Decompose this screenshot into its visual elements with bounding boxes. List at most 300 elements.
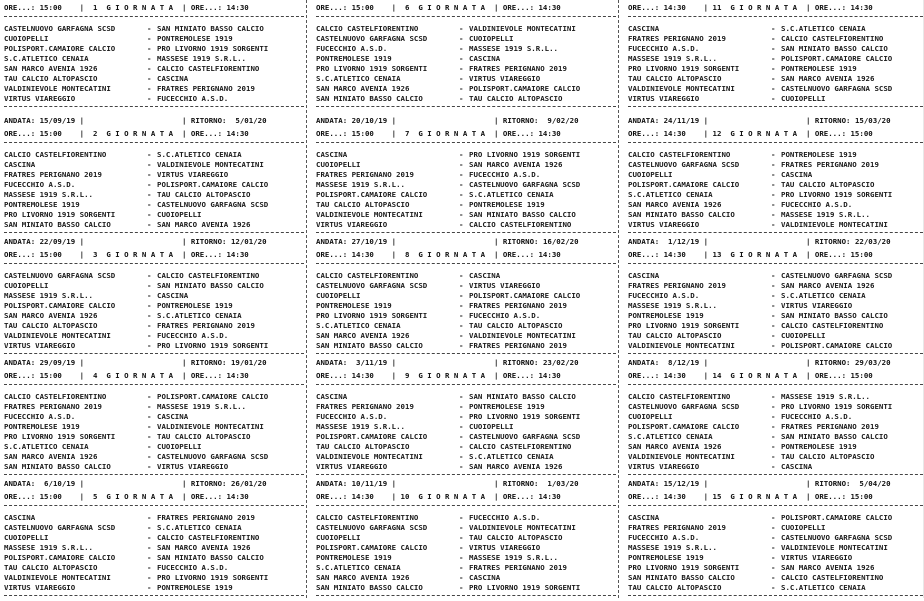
away-team: VIRTUS VIAREGGIO — [781, 301, 853, 310]
match-dash: - — [147, 523, 152, 532]
match-dash: - — [459, 543, 464, 552]
away-team: VIRTUS VIAREGGIO — [157, 462, 229, 471]
header-rule — [316, 16, 616, 17]
away-team: POLISPORT.CAMAIORE CALCIO — [781, 513, 893, 522]
home-team: CUOIOPELLI — [4, 34, 49, 43]
round-header: ORE...: 15:00 | 6 G I O R N A T A | ORE...: 14:30 — [316, 3, 561, 12]
away-team: S.C.ATLETICO CENAIA — [157, 523, 242, 532]
match-dash: - — [147, 64, 152, 73]
column-divider — [618, 0, 619, 598]
match-dash: - — [147, 44, 152, 53]
home-team: S.C.ATLETICO CENAIA — [316, 563, 401, 572]
home-team: PRO LIVORNO 1919 SORGENTI — [628, 64, 740, 73]
home-team: SAN MINIATO BASSO CALCIO — [4, 462, 111, 471]
match-dash: - — [459, 563, 464, 572]
home-team: PRO LIVORNO 1919 SORGENTI — [628, 321, 740, 330]
away-team: POLISPORT.CAMAIORE CALCIO — [157, 392, 269, 401]
match-dash: - — [771, 271, 776, 280]
header-rule — [4, 263, 304, 264]
away-team: MASSESE 1919 S.R.L.. — [157, 54, 246, 63]
match-dash: - — [147, 190, 152, 199]
away-team: VALDINIEVOLE MONTECATINI — [781, 220, 888, 229]
match-dash: - — [459, 74, 464, 83]
away-team: PONTREMOLESE 1919 — [157, 34, 233, 43]
round-header: ORE...: 14:30 | 15 G I O R N A T A | ORE...: 15:00 — [628, 492, 873, 501]
away-team: TAU CALCIO ALTOPASCIO — [781, 180, 875, 189]
home-team: PONTREMOLESE 1919 — [4, 200, 80, 209]
round-footer-rule — [316, 353, 616, 354]
home-team: FRATRES PERIGNANO 2019 — [4, 170, 102, 179]
home-team: VIRTUS VIAREGGIO — [628, 220, 700, 229]
match-dash: - — [771, 311, 776, 320]
away-team: POLISPORT.CAMAIORE CALCIO — [469, 84, 581, 93]
away-team: SAN MARCO AVENIA 1926 — [157, 220, 251, 229]
home-team: MASSESE 1919 S.R.L.. — [316, 180, 405, 189]
away-team: MASSESE 1919 S.R.L.. — [469, 553, 558, 562]
ritorno-date: | RITORNO: 26/01/20 — [182, 479, 267, 488]
home-team: VALDINIEVOLE MONTECATINI — [316, 210, 423, 219]
away-team: S.C.ATLETICO CENAIA — [157, 311, 242, 320]
match-dash: - — [771, 563, 776, 572]
home-team: PRO LIVORNO 1919 SORGENTI — [4, 432, 116, 441]
match-dash: - — [771, 462, 776, 471]
match-dash: - — [147, 54, 152, 63]
away-team: VALDINIEVOLE MONTECATINI — [469, 24, 576, 33]
round-header: ORE...: 14:30 | 11 G I O R N A T A | ORE...: 14:30 — [628, 3, 873, 12]
round-block — [4, 237, 304, 359]
away-team: FRATRES PERIGNANO 2019 — [469, 563, 567, 572]
home-team: S.C.ATLETICO CENAIA — [628, 432, 713, 441]
match-dash: - — [771, 422, 776, 431]
round-header: ORE...: 14:30 | 10 G I O R N A T A | ORE...: 14:30 — [316, 492, 561, 501]
round-header: ORE...: 14:30 | 9 G I O R N A T A | ORE...: 14:30 — [316, 371, 561, 380]
match-dash: - — [459, 442, 464, 451]
match-dash: - — [147, 271, 152, 280]
away-team: S.C.ATLETICO CENAIA — [781, 24, 866, 33]
home-team: VALDINIEVOLE MONTECATINI — [628, 452, 735, 461]
round-header: ORE...: 14:30 | 8 G I O R N A T A | ORE...: 14:30 — [316, 250, 561, 259]
header-rule — [4, 384, 304, 385]
away-team: CASCINA — [781, 462, 813, 471]
match-dash: - — [459, 422, 464, 431]
match-dash: - — [771, 321, 776, 330]
away-team: CASTELNUOVO GARFAGNA SCSD — [157, 200, 269, 209]
ritorno-date: | RITORNO: 9/02/20 — [494, 116, 579, 125]
match-dash: - — [459, 150, 464, 159]
round-block — [316, 116, 616, 238]
round-header: ORE...: 15:00 | 4 G I O R N A T A | ORE...: 14:30 — [4, 371, 249, 380]
header-rule — [316, 263, 616, 264]
match-dash: - — [459, 583, 464, 592]
match-dash: - — [147, 281, 152, 290]
away-team: SAN MINIATO BASSO CALCIO — [157, 553, 264, 562]
ritorno-date: | RITORNO: 5/04/20 — [806, 479, 891, 488]
match-dash: - — [459, 190, 464, 199]
home-team: FUCECCHIO A.S.D. — [316, 412, 388, 421]
column-divider — [306, 0, 307, 598]
header-rule — [628, 263, 924, 264]
home-team: PRO LIVORNO 1919 SORGENTI — [316, 64, 428, 73]
home-team: CALCIO CASTELFIORENTINO — [316, 271, 419, 280]
round-footer-rule — [628, 474, 924, 475]
home-team: VALDINIEVOLE MONTECATINI — [4, 573, 111, 582]
home-team: POLISPORT.CAMAIORE CALCIO — [4, 301, 116, 310]
away-team: MASSESE 1919 S.R.L.. — [157, 402, 246, 411]
match-dash: - — [459, 392, 464, 401]
match-dash: - — [771, 392, 776, 401]
match-dash: - — [459, 301, 464, 310]
away-team: FUCECCHIO A.S.D. — [157, 563, 229, 572]
home-team: PONTREMOLESE 1919 — [316, 301, 392, 310]
home-team: CASTELNUOVO GARFAGNA SCSD — [316, 34, 428, 43]
andata-date: ANDATA: 8/12/19 | — [628, 358, 709, 367]
round-header: ORE...: 15:00 | 3 G I O R N A T A | ORE...: 14:30 — [4, 250, 249, 259]
round-block — [628, 237, 924, 359]
home-team: PONTREMOLESE 1919 — [316, 553, 392, 562]
home-team: CASTELNUOVO GARFAGNA SCSD — [4, 271, 116, 280]
away-team: VIRTUS VIAREGGIO — [469, 281, 541, 290]
round-header: ORE...: 14:30 | 14 G I O R N A T A | ORE...: 15:00 — [628, 371, 873, 380]
round-header: ORE...: 15:00 | 2 G I O R N A T A | ORE...: 14:30 — [4, 129, 249, 138]
home-team: FUCECCHIO A.S.D. — [4, 412, 76, 421]
match-dash: - — [771, 432, 776, 441]
match-dash: - — [147, 402, 152, 411]
away-team: TAU CALCIO ALTOPASCIO — [469, 94, 563, 103]
andata-date: ANDATA: 29/09/19 | — [4, 358, 85, 367]
away-team: MASSESE 1919 S.R.L.. — [781, 392, 870, 401]
match-dash: - — [459, 412, 464, 421]
away-team: PRO LIVORNO 1919 SORGENTI — [157, 44, 269, 53]
match-dash: - — [147, 543, 152, 552]
home-team: CUOIOPELLI — [316, 160, 361, 169]
ritorno-date: | RITORNO: 29/03/20 — [806, 358, 891, 367]
match-dash: - — [771, 523, 776, 532]
home-team: POLISPORT.CAMAIORE CALCIO — [4, 44, 116, 53]
round-footer-rule — [316, 232, 616, 233]
away-team: CUOIOPELLI — [469, 422, 514, 431]
header-rule — [628, 142, 924, 143]
away-team: TAU CALCIO ALTOPASCIO — [781, 452, 875, 461]
home-team: SAN MARCO AVENIA 1926 — [4, 64, 98, 73]
home-team: CASCINA — [316, 150, 348, 159]
away-team: FUCECCHIO A.S.D. — [157, 94, 229, 103]
match-dash: - — [459, 94, 464, 103]
match-dash: - — [459, 432, 464, 441]
away-team: CUOIOPELLI — [781, 523, 826, 532]
away-team: VALDINIEVOLE MONTECATINI — [469, 331, 576, 340]
away-team: PONTREMOLESE 1919 — [781, 150, 857, 159]
match-dash: - — [147, 422, 152, 431]
home-team: CASCINA — [4, 513, 36, 522]
home-team: CASTELNUOVO GARFAGNA SCSD — [628, 160, 740, 169]
home-team: TAU CALCIO ALTOPASCIO — [628, 331, 722, 340]
match-dash: - — [147, 563, 152, 572]
match-dash: - — [459, 170, 464, 179]
away-team: FUCECCHIO A.S.D. — [157, 331, 229, 340]
match-dash: - — [771, 543, 776, 552]
away-team: CASCINA — [157, 74, 189, 83]
away-team: TAU CALCIO ALTOPASCIO — [469, 321, 563, 330]
ritorno-date: | RITORNO: 23/02/20 — [494, 358, 579, 367]
away-team: CUOIOPELLI — [157, 210, 202, 219]
match-dash: - — [771, 331, 776, 340]
match-dash: - — [459, 523, 464, 532]
home-team: FUCECCHIO A.S.D. — [4, 180, 76, 189]
ritorno-date: | RITORNO: 22/03/20 — [806, 237, 891, 246]
away-team: VIRTUS VIAREGGIO — [469, 74, 541, 83]
away-team: VALDINIEVOLE MONTECATINI — [781, 543, 888, 552]
match-dash: - — [771, 341, 776, 350]
home-team: PRO LIVORNO 1919 SORGENTI — [316, 311, 428, 320]
match-dash: - — [459, 513, 464, 522]
away-team: PRO LIVORNO 1919 SORGENTI — [781, 190, 893, 199]
match-dash: - — [147, 74, 152, 83]
away-team: TAU CALCIO ALTOPASCIO — [469, 533, 563, 542]
round-block — [4, 116, 304, 238]
match-dash: - — [147, 150, 152, 159]
home-team: FRATRES PERIGNANO 2019 — [628, 281, 726, 290]
header-rule — [4, 505, 304, 506]
match-dash: - — [147, 412, 152, 421]
home-team: FRATRES PERIGNANO 2019 — [316, 402, 414, 411]
home-team: VIRTUS VIAREGGIO — [316, 220, 388, 229]
match-dash: - — [147, 311, 152, 320]
home-team: TAU CALCIO ALTOPASCIO — [628, 583, 722, 592]
match-dash: - — [459, 64, 464, 73]
round-footer-rule — [4, 353, 304, 354]
home-team: CALCIO CASTELFIORENTINO — [4, 150, 107, 159]
away-team: CALCIO CASTELFIORENTINO — [781, 573, 884, 582]
match-dash: - — [771, 150, 776, 159]
match-dash: - — [147, 432, 152, 441]
home-team: CASTELNUOVO GARFAGNA SCSD — [628, 402, 740, 411]
round-footer-rule — [316, 595, 616, 596]
ritorno-date: | RITORNO: 19/01/20 — [182, 358, 267, 367]
round-block — [316, 479, 616, 601]
home-team: VIRTUS VIAREGGIO — [628, 94, 700, 103]
match-dash: - — [771, 180, 776, 189]
match-dash: - — [459, 44, 464, 53]
round-block — [628, 358, 924, 480]
home-team: S.C.ATLETICO CENAIA — [316, 74, 401, 83]
ritorno-date: | RITORNO: 5/01/20 — [182, 116, 267, 125]
away-team: FUCECCHIO A.S.D. — [469, 513, 541, 522]
away-team: PONTREMOLESE 1919 — [157, 583, 233, 592]
round-footer-rule — [628, 595, 924, 596]
match-dash: - — [771, 442, 776, 451]
home-team: TAU CALCIO ALTOPASCIO — [316, 442, 410, 451]
match-dash: - — [459, 291, 464, 300]
away-team: VIRTUS VIAREGGIO — [781, 553, 853, 562]
away-team: VIRTUS VIAREGGIO — [157, 170, 229, 179]
away-team: FRATRES PERIGNANO 2019 — [469, 301, 567, 310]
match-dash: - — [147, 573, 152, 582]
home-team: MASSESE 1919 S.R.L.. — [628, 54, 717, 63]
match-dash: - — [459, 24, 464, 33]
away-team: CASTELNUOVO GARFAGNA SCSD — [781, 533, 893, 542]
match-dash: - — [459, 462, 464, 471]
match-dash: - — [147, 321, 152, 330]
match-dash: - — [147, 533, 152, 542]
home-team: PRO LIVORNO 1919 SORGENTI — [4, 210, 116, 219]
away-team: CASTELNUOVO GARFAGNA SCSD — [781, 271, 893, 280]
home-team: MASSESE 1919 S.R.L.. — [628, 543, 717, 552]
match-dash: - — [147, 583, 152, 592]
round-block — [316, 237, 616, 359]
home-team: CASTELNUOVO GARFAGNA SCSD — [4, 523, 116, 532]
ritorno-date: | RITORNO: 12/01/20 — [182, 237, 267, 246]
home-team: S.C.ATLETICO CENAIA — [4, 54, 89, 63]
match-dash: - — [147, 220, 152, 229]
match-dash: - — [147, 160, 152, 169]
match-dash: - — [459, 34, 464, 43]
home-team: TAU CALCIO ALTOPASCIO — [4, 563, 98, 572]
away-team: PRO LIVORNO 1919 SORGENTI — [469, 412, 581, 421]
home-team: PONTREMOLESE 1919 — [4, 422, 80, 431]
round-block — [4, 0, 304, 122]
andata-date: ANDATA: 24/11/19 | — [628, 116, 709, 125]
home-team: SAN MARCO AVENIA 1926 — [316, 84, 410, 93]
away-team: FRATRES PERIGNANO 2019 — [781, 160, 879, 169]
home-team: TAU CALCIO ALTOPASCIO — [316, 200, 410, 209]
away-team: SAN MINIATO BASSO CALCIO — [157, 24, 264, 33]
match-dash: - — [771, 64, 776, 73]
away-team: CASCINA — [157, 412, 189, 421]
andata-date: ANDATA: 20/10/19 | — [316, 116, 397, 125]
round-block — [628, 479, 924, 601]
match-dash: - — [459, 331, 464, 340]
home-team: CASCINA — [316, 392, 348, 401]
home-team: VALDINIEVOLE MONTECATINI — [4, 84, 111, 93]
home-team: PRO LIVORNO 1919 SORGENTI — [628, 563, 740, 572]
match-dash: - — [147, 462, 152, 471]
away-team: CASTELNUOVO GARFAGNA SCSD — [157, 452, 269, 461]
round-footer-rule — [316, 106, 616, 107]
match-dash: - — [147, 513, 152, 522]
home-team: SAN MINIATO BASSO CALCIO — [628, 573, 735, 582]
home-team: FRATRES PERIGNANO 2019 — [4, 402, 102, 411]
home-team: FRATRES PERIGNANO 2019 — [628, 523, 726, 532]
home-team: VIRTUS VIAREGGIO — [4, 583, 76, 592]
andata-date: ANDATA: 22/09/19 | — [4, 237, 85, 246]
home-team: VALDINIEVOLE MONTECATINI — [628, 341, 735, 350]
round-block — [4, 479, 304, 601]
round-footer-rule — [4, 595, 304, 596]
away-team: FRATRES PERIGNANO 2019 — [781, 422, 879, 431]
home-team: CASCINA — [628, 24, 660, 33]
away-team: FUCECCHIO A.S.D. — [781, 412, 853, 421]
away-team: POLISPORT.CAMAIORE CALCIO — [781, 341, 893, 350]
home-team: CUOIOPELLI — [316, 291, 361, 300]
home-team: CUOIOPELLI — [4, 281, 49, 290]
away-team: SAN MINIATO BASSO CALCIO — [157, 281, 264, 290]
home-team: POLISPORT.CAMAIORE CALCIO — [316, 432, 428, 441]
match-dash: - — [771, 301, 776, 310]
home-team: MASSESE 1919 S.R.L.. — [4, 291, 93, 300]
match-dash: - — [147, 331, 152, 340]
home-team: VALDINIEVOLE MONTECATINI — [316, 452, 423, 461]
round-footer-rule — [4, 474, 304, 475]
round-footer-rule — [628, 106, 924, 107]
home-team: SAN MARCO AVENIA 1926 — [628, 442, 722, 451]
away-team: FUCECCHIO A.S.D. — [469, 170, 541, 179]
match-dash: - — [147, 291, 152, 300]
away-team: PONTREMOLESE 1919 — [469, 200, 545, 209]
match-dash: - — [771, 553, 776, 562]
away-team: FUCECCHIO A.S.D. — [469, 311, 541, 320]
away-team: VALDINIEVOLE MONTECATINI — [157, 160, 264, 169]
match-dash: - — [459, 180, 464, 189]
home-team: TAU CALCIO ALTOPASCIO — [4, 321, 98, 330]
away-team: CASTELNUOVO GARFAGNA SCSD — [469, 180, 581, 189]
away-team: CALCIO CASTELFIORENTINO — [157, 533, 260, 542]
match-dash: - — [459, 533, 464, 542]
round-footer-rule — [316, 474, 616, 475]
match-dash: - — [771, 200, 776, 209]
away-team: SAN MINIATO BASSO CALCIO — [781, 44, 888, 53]
home-team: VIRTUS VIAREGGIO — [628, 462, 700, 471]
away-team: TAU CALCIO ALTOPASCIO — [157, 190, 251, 199]
round-header: ORE...: 14:30 | 12 G I O R N A T A | ORE...: 15:00 — [628, 129, 873, 138]
home-team: PONTREMOLESE 1919 — [628, 311, 704, 320]
match-dash: - — [459, 452, 464, 461]
header-rule — [4, 16, 304, 17]
away-team: S.C.ATLETICO CENAIA — [157, 150, 242, 159]
away-team: CALCIO CASTELFIORENTINO — [157, 271, 260, 280]
away-team: CASTELNUOVO GARFAGNA SCSD — [781, 84, 893, 93]
home-team: CALCIO CASTELFIORENTINO — [4, 392, 107, 401]
home-team: MASSESE 1919 S.R.L.. — [628, 301, 717, 310]
home-team: SAN MINIATO BASSO CALCIO — [316, 341, 423, 350]
round-block — [628, 0, 924, 122]
away-team: S.C.ATLETICO CENAIA — [469, 190, 554, 199]
home-team: CUOIOPELLI — [316, 533, 361, 542]
ritorno-date: | RITORNO: 16/02/20 — [494, 237, 579, 246]
home-team: PONTREMOLESE 1919 — [316, 54, 392, 63]
match-dash: - — [147, 210, 152, 219]
away-team: PONTREMOLESE 1919 — [781, 442, 857, 451]
home-team: FRATRES PERIGNANO 2019 — [316, 170, 414, 179]
match-dash: - — [771, 94, 776, 103]
away-team: CALCIO CASTELFIORENTINO — [781, 321, 884, 330]
round-block — [316, 0, 616, 122]
away-team: SAN MARCO AVENIA 1926 — [157, 543, 251, 552]
away-team: CUOIOPELLI — [469, 34, 514, 43]
home-team: CASTELNUOVO GARFAGNA SCSD — [4, 24, 116, 33]
match-dash: - — [771, 281, 776, 290]
home-team: MASSESE 1919 S.R.L.. — [4, 543, 93, 552]
round-footer-rule — [4, 232, 304, 233]
match-dash: - — [147, 442, 152, 451]
away-team: PRO LIVORNO 1919 SORGENTI — [157, 573, 269, 582]
fixture-column — [628, 0, 924, 598]
header-rule — [4, 142, 304, 143]
match-dash: - — [771, 583, 776, 592]
header-rule — [316, 384, 616, 385]
away-team: PRO LIVORNO 1919 SORGENTI — [781, 402, 893, 411]
away-team: SAN MARCO AVENIA 1926 — [781, 281, 875, 290]
andata-date: ANDATA: 10/11/19 | — [316, 479, 397, 488]
home-team: CALCIO CASTELFIORENTINO — [628, 150, 731, 159]
away-team: MASSESE 1919 S.R.L.. — [469, 44, 558, 53]
away-team: CASCINA — [781, 170, 813, 179]
away-team: MASSESE 1919 S.R.L.. — [781, 210, 870, 219]
fixture-column — [316, 0, 616, 598]
ritorno-date: | RITORNO: 15/03/20 — [806, 116, 891, 125]
match-dash: - — [771, 24, 776, 33]
away-team: CUOIOPELLI — [781, 94, 826, 103]
match-dash: - — [459, 402, 464, 411]
